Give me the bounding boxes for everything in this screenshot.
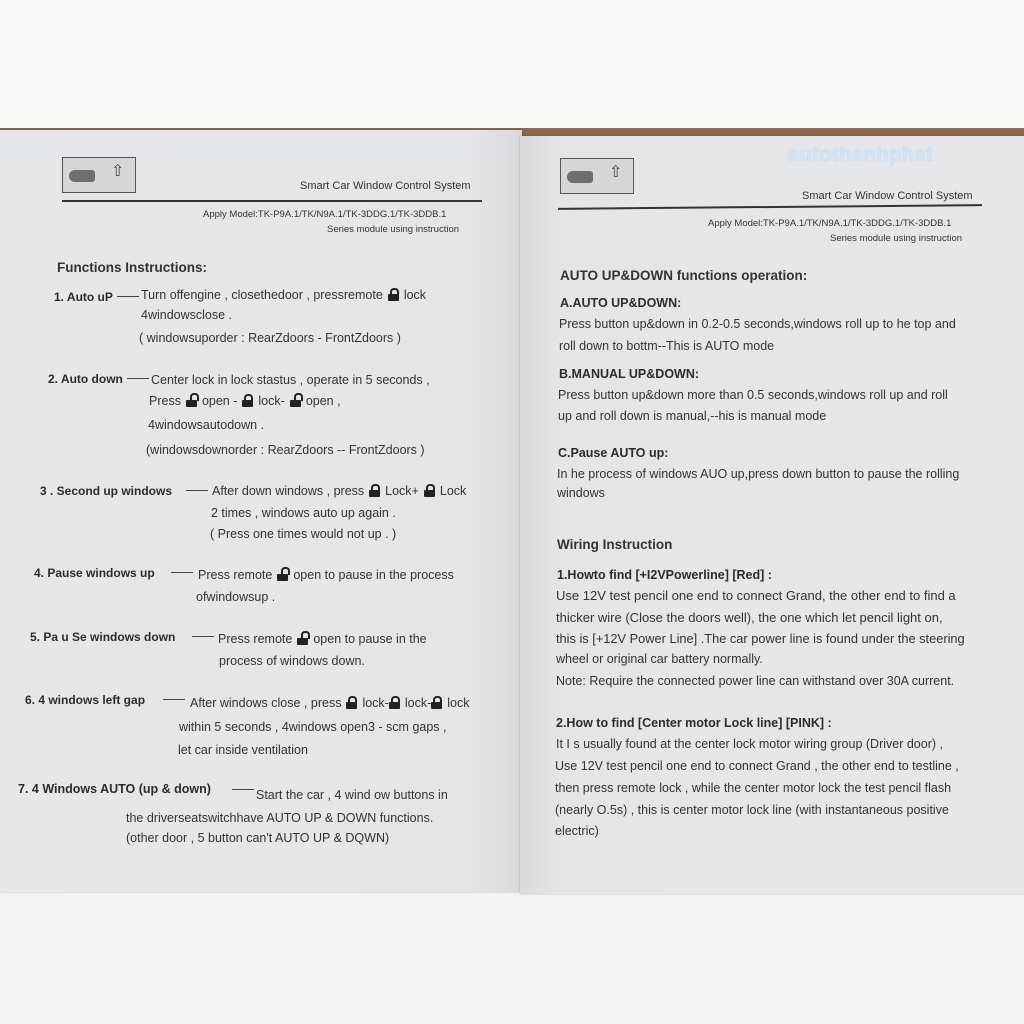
paragraph-line: Press button up&down more than 0.5 seconds,windows roll up and roll <box>558 388 948 402</box>
lock-icon <box>388 288 399 301</box>
item-text: (windowsdownorder : RearZdoors -- FrontZdoors ) <box>146 443 425 457</box>
paragraph-line: windows <box>557 486 605 500</box>
item-text: After windows close , press lock- lock- lock <box>190 696 470 710</box>
lock-icon <box>431 696 442 709</box>
paragraph-line: Use 12V test pencil one end to connect Grand , the other end to testline , <box>555 759 959 773</box>
lock-icon <box>369 484 380 497</box>
item-label: 3 . Second up windows <box>40 484 173 498</box>
item-label: 1. Auto uP <box>54 290 113 304</box>
section-title: AUTO UP&DOWN functions operation: <box>560 268 808 283</box>
unlock-icon <box>186 394 197 407</box>
dash <box>117 296 139 297</box>
item-text: Press remote open to pause in the process <box>198 568 454 582</box>
lock-icon <box>424 484 435 497</box>
section-title: Functions Instructions: <box>57 260 207 275</box>
item-label: 5. Pa u Se windows down <box>30 630 176 644</box>
paragraph-line: Note: Require the connected power line can withstand over 30A current. <box>556 674 955 688</box>
series-text: Series module using instruction <box>327 224 460 235</box>
item-text: ( Press one times would not up . ) <box>210 527 397 541</box>
paragraph-line: In he process of windows AUO up,press down button to pause the rolling <box>557 467 960 481</box>
wiring-title: Wiring Instruction <box>557 537 673 552</box>
item-text: After down windows , press Lock+ Lock <box>212 484 467 498</box>
item-text: 4windowsautodown . <box>148 418 265 432</box>
item-text: ofwindowsup . <box>196 590 276 604</box>
item-text: the driverseatswitchhave AUTO UP & DOWN functions. <box>126 811 434 825</box>
series-text: Series module using instruction <box>830 233 963 244</box>
subsection-title: C.Pause AUTO up: <box>558 446 669 460</box>
unlock-icon <box>290 394 301 407</box>
dash <box>163 699 185 700</box>
paragraph-line: Press button up&down in 0.2-0.5 seconds,windows roll up to he top and <box>559 317 956 331</box>
header-title: Smart Car Window Control System <box>300 180 471 192</box>
dash <box>186 490 208 491</box>
item-text: Turn offengine , closethedoor , pressremote lock <box>141 288 427 302</box>
dash <box>127 378 149 379</box>
lock-icon <box>242 394 253 407</box>
paragraph-line: (nearly O.5s) , this is center motor lock line (with instantaneous positive <box>555 803 949 817</box>
right-page <box>520 136 1024 894</box>
window-control-logo-icon: ⇧ <box>62 157 136 193</box>
item-text: let car inside ventilation <box>178 743 308 757</box>
header-title: Smart Car Window Control System <box>802 190 973 202</box>
item-label: 6. 4 windows left gap <box>25 693 146 707</box>
item-text: 4windowsclose . <box>141 308 233 322</box>
item-text: within 5 seconds , 4windows open3 - scm gaps , <box>179 720 447 734</box>
item-text: Center lock in lock stastus , operate in 5 seconds , <box>151 373 430 387</box>
item-text: Start the car , 4 wind ow buttons in <box>256 788 448 802</box>
background-top <box>0 0 1024 132</box>
unlock-icon <box>297 632 308 645</box>
window-control-logo-icon: ⇧ <box>560 158 634 194</box>
dash <box>171 572 193 573</box>
item-text: (other door , 5 button can't AUTO UP & DQWN) <box>126 831 390 845</box>
paragraph-line: up and roll down is manual,--his is manual mode <box>558 409 827 423</box>
item-text: ( windowsuporder : RearZdoors - FrontZdoors ) <box>139 331 401 345</box>
subsection-title: 1.Howto find [+I2VPowerline] [Red] : <box>557 568 772 582</box>
dash <box>232 789 254 790</box>
item-label: 7. 4 Windows AUTO (up & down) <box>18 782 211 796</box>
item-text: Press remote open to pause in the <box>218 632 427 646</box>
dash <box>192 636 214 637</box>
item-label: 4. Pause windows up <box>34 566 155 580</box>
lock-icon <box>346 696 357 709</box>
item-text: process of windows down. <box>219 654 365 668</box>
item-label: 2. Auto down <box>48 372 123 386</box>
paragraph-line: wheel or original car battery normally. <box>556 652 763 666</box>
apply-model: Apply Model:TK-P9A.1/TK/N9A.1/TK-3DDG.1/TK-3DDB.1 <box>203 209 447 220</box>
paragraph-line: electric) <box>555 824 599 838</box>
paragraph-line: this is [+12V Power Line] .The car power line is found under the steering <box>556 631 965 646</box>
paragraph-line: then press remote lock , while the center motor lock the test pencil flash <box>555 781 952 795</box>
paragraph-line: Use 12V test pencil one end to connect Grand, the other end to find a <box>556 588 956 603</box>
subsection-title: A.AUTO UP&DOWN: <box>560 296 682 310</box>
header-rule <box>558 204 982 210</box>
background-bottom <box>0 888 1024 1024</box>
subsection-title: B.MANUAL UP&DOWN: <box>559 367 700 381</box>
watermark: autothanhphat <box>788 144 934 166</box>
paragraph-line: It I s usually found at the center lock motor wiring group (Driver door) , <box>556 737 943 751</box>
left-page <box>0 130 522 892</box>
paragraph-line: roll down to bottm--This is AUTO mode <box>559 339 775 353</box>
header-rule <box>62 200 482 202</box>
subsection-title: 2.How to find [Center motor Lock line] [PINK] : <box>556 716 832 730</box>
lock-icon <box>389 696 400 709</box>
unlock-icon <box>277 568 288 581</box>
item-text: 2 times , windows auto up again . <box>211 506 396 520</box>
paragraph-line: thicker wire (Close the doors well), the one which let pencil light on, <box>556 610 943 625</box>
item-text: Press open - lock- open , <box>149 394 341 408</box>
apply-model: Apply Model:TK-P9A.1/TK/N9A.1/TK-3DDG.1/TK-3DDB.1 <box>708 218 952 229</box>
